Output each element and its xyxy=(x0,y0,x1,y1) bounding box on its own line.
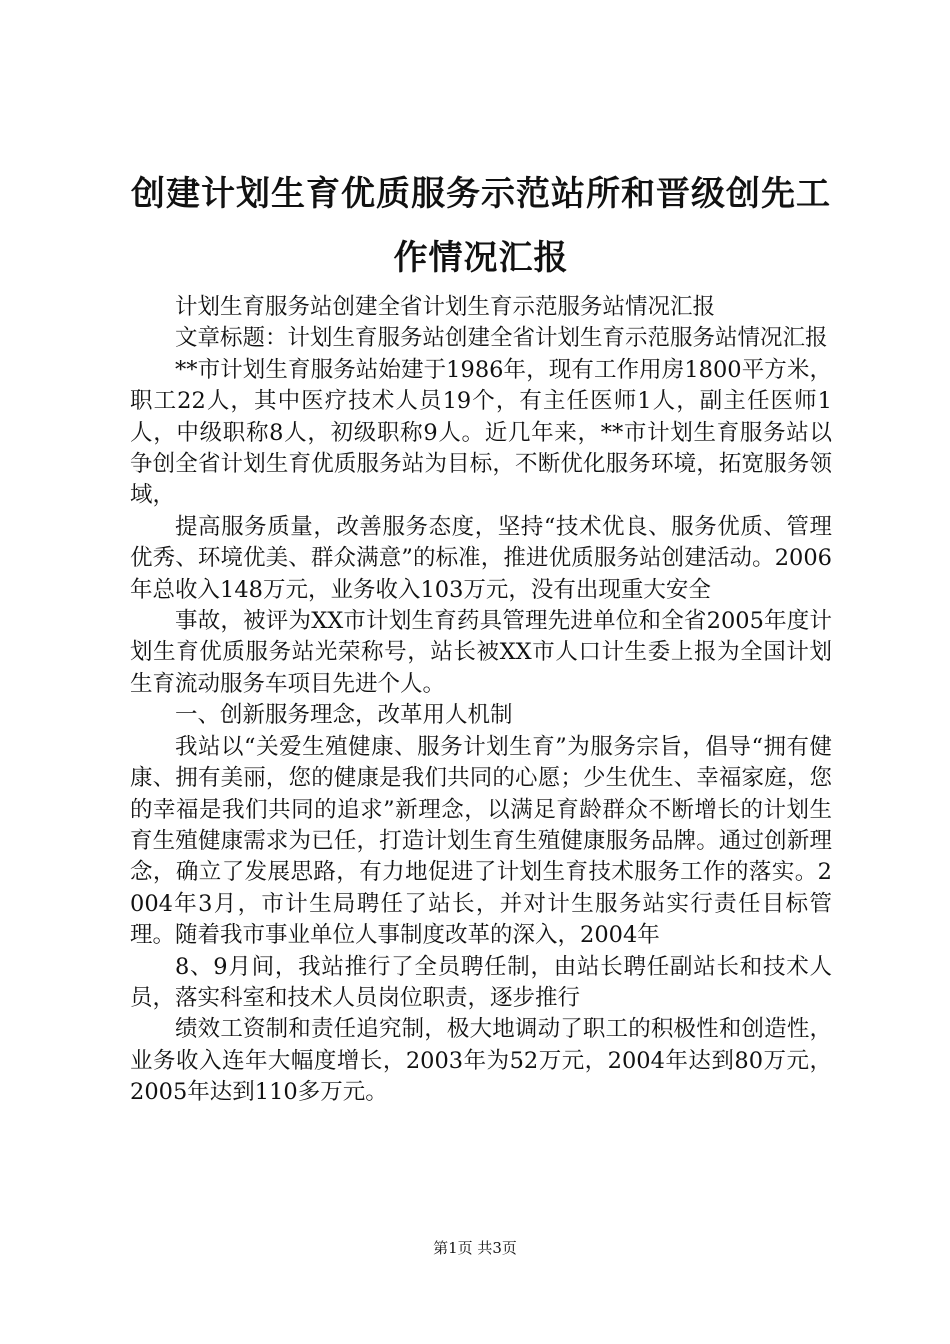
section-heading-1: 一、创新服务理念，改革用人机制 xyxy=(175,702,513,729)
document-body xyxy=(130,292,832,1109)
document-title: 创建计划生育优质服务示范站所和晋级创先工作情况汇报 xyxy=(131,174,831,278)
paragraph-intro: **市计划生育服务站始建于1986年，现有工作用房1800平方米，职工22人，其中医疗技术人员19个，有主任医师1人，副主任医师1人，中级职称8人，初级职称9人。近几年来，**市计划生育服务站以争创全省计划生育优质服务站为目标，不断优化服务环境，拓宽服务领域， xyxy=(130,356,832,509)
paragraph-subtitle: 计划生育服务站创建全省计划生育示范服务站情况汇报 xyxy=(175,294,716,320)
paragraph-philosophy: 我站以“关爱生殖健康、服务计划生育”为服务宗旨，倡导“拥有健康、拥有美丽，您的健康是我们共同的心愿；少生优生、幸福家庭，您的幸福是我们共同的追求”新理念，以满足育龄群众不断增长的计划生育生殖健康需求为已任，打造计划生育生殖健康服务品牌。通过创新理念，确立了发展思路，有力地促进了计划生育技术服务工作的落实。2004年3月，市计生局聘任了站长，并对计生服务站实行责任目标管理。随着我市事业单位人事制度改革的深入，2004年 xyxy=(130,733,832,949)
paragraph-appointment: 8、9月间，我站推行了全员聘任制，由站长聘任副站长和技术人员，落实科室和技术人员岗位职责，逐步推行 xyxy=(130,953,832,1011)
paragraph-honors: 事故，被评为XX市计划生育药具管理先进单位和全省2005年度计划生育优质服务站光荣称号，站长被XX市人口计生委上报为全国计划生育流动服务车项目先进个人。 xyxy=(130,608,832,697)
document-page xyxy=(130,162,832,1109)
paragraph-article-title: 文章标题：计划生育服务站创建全省计划生育示范服务站情况汇报 xyxy=(175,325,828,352)
paragraph-performance: 绩效工资制和责任追究制，极大地调动了职工的积极性和创造性，业务收入连年大幅度增长，2003年为52万元，2004年达到80万元，2005年达到110多万元。 xyxy=(130,1016,832,1106)
paragraph-quality: 提高服务质量，改善服务态度，坚持“技术优良、服务优质、管理优秀、环境优美、群众满意”的标准，推进优质服务站创建活动。2006年总收入148万元，业务收入103万元，没有出现重大安全 xyxy=(130,513,832,603)
page-number: 第1页 共3页 xyxy=(433,1239,517,1257)
